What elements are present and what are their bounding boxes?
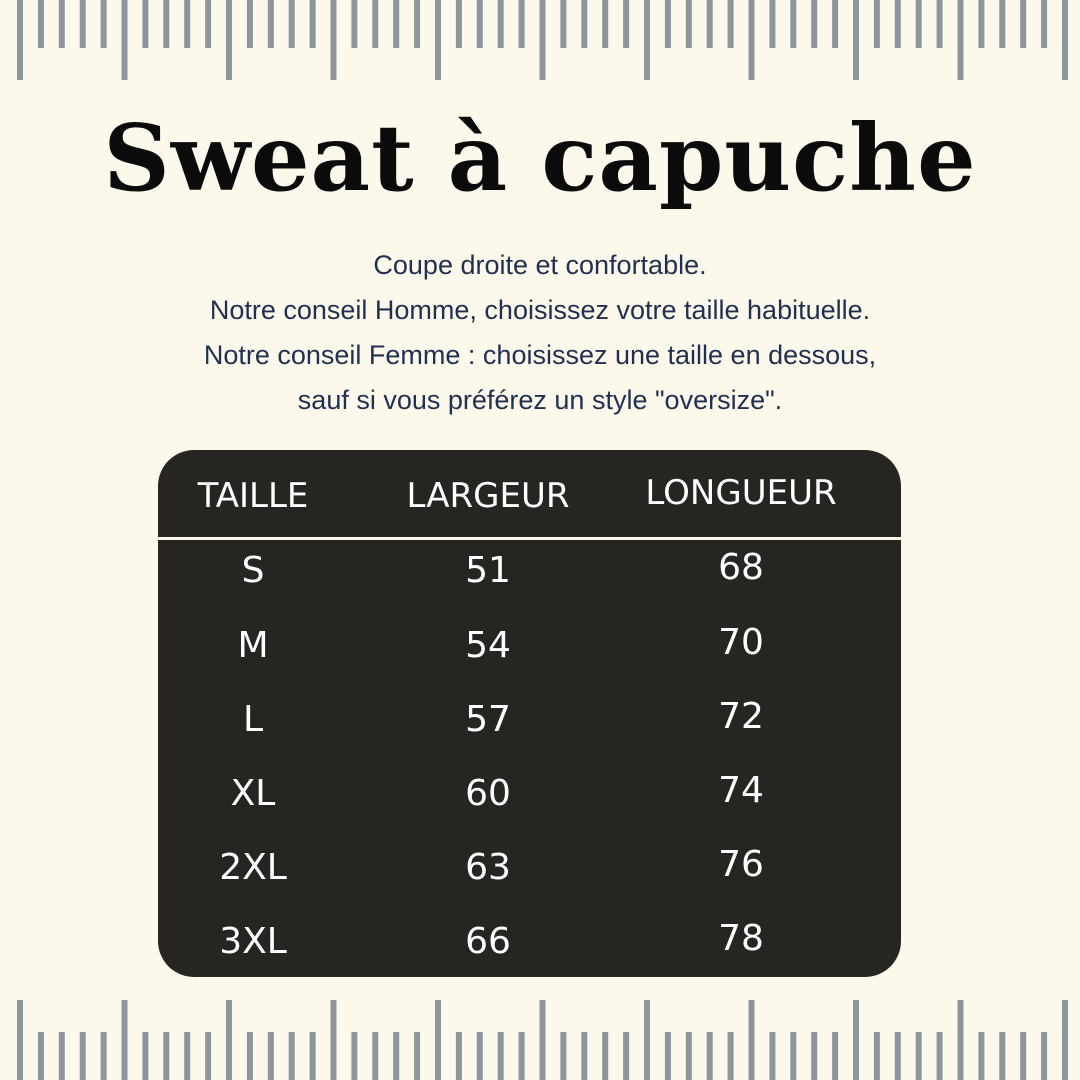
description-line: Notre conseil Homme, choisissez votre taille habituelle. [209,295,871,325]
size-cell: L [242,699,264,740]
table-row [158,846,901,920]
ruler-tick [623,1032,629,1080]
ruler-tick [289,0,295,48]
ruler-tick [895,1032,901,1080]
ruler-tick [749,0,755,80]
ruler-tick [247,1032,253,1080]
ruler-tick [101,1032,107,1080]
ruler-tick [811,0,817,48]
ruler-tick [142,0,148,48]
ruler-tick [769,0,775,48]
size-cell: 3XL [219,921,287,962]
size-cell: 2XL [219,847,287,888]
ruler-tick [38,1032,44,1080]
ruler-bottom-decoration [0,990,1080,1080]
width-cell: 54 [465,625,511,666]
ruler-tick [811,1032,817,1080]
ruler-tick [122,1000,128,1080]
ruler-tick [644,0,650,80]
header-largeur: LARGEUR [406,476,570,516]
ruler-tick [1020,1032,1026,1080]
ruler-tick [728,0,734,48]
ruler-tick [1020,0,1026,48]
ruler-tick [790,0,796,48]
ruler-tick [623,0,629,48]
table-row [158,698,901,772]
description-line: Notre conseil Femme : choisissez une taille en dessous, [203,340,877,370]
ruler-tick [665,1032,671,1080]
length-cell: 68 [718,547,764,588]
page-title: Sweat à capuche [103,104,977,212]
ruler-tick [978,1032,984,1080]
ruler-tick [540,1000,546,1080]
ruler-tick [498,1032,504,1080]
header-divider [158,537,901,540]
ruler-tick [184,0,190,48]
ruler-tick [351,0,357,48]
ruler-tick [686,0,692,48]
ruler-tick [101,0,107,48]
ruler-tick [268,1032,274,1080]
ruler-tick [393,1032,399,1080]
length-cell: 74 [718,770,764,811]
description-line: sauf si vous préférez un style "oversize". [297,385,783,415]
ruler-tick [519,1032,525,1080]
width-cell: 60 [465,773,511,814]
ruler-tick [331,1000,337,1080]
ruler-tick [560,1032,566,1080]
ruler-tick [540,0,546,80]
ruler-tick [895,0,901,48]
length-cell: 72 [718,696,764,737]
ruler-tick [958,1000,964,1080]
ruler-tick [958,0,964,80]
ruler-tick [999,0,1005,48]
ruler-tick [874,1032,880,1080]
ruler-tick [937,1032,943,1080]
ruler-tick [226,0,232,80]
description-line: Coupe droite et confortable. [373,250,707,280]
table-row [158,549,901,623]
ruler-tick [581,0,587,48]
width-cell: 66 [465,921,511,962]
size-cell: M [237,625,269,666]
ruler-tick [1062,1000,1068,1080]
ruler-tick [289,1032,295,1080]
ruler-tick [749,1000,755,1080]
ruler-tick [602,0,608,48]
ruler-tick [372,0,378,48]
ruler-tick [602,1032,608,1080]
ruler-tick [163,0,169,48]
header-longueur: LONGUEUR [645,473,837,513]
ruler-tick [874,0,880,48]
ruler-tick [769,1032,775,1080]
table-header-row [158,450,901,538]
table-row [158,624,901,698]
ruler-tick [310,1032,316,1080]
ruler-tick [247,0,253,48]
ruler-tick [435,0,441,80]
ruler-tick [205,0,211,48]
ruler-tick [59,0,65,48]
ruler-tick [142,1032,148,1080]
ruler-tick [1041,1032,1047,1080]
ruler-tick [728,1032,734,1080]
ruler-tick [916,0,922,48]
ruler-tick [122,0,128,80]
ruler-tick [456,0,462,48]
width-cell: 51 [465,550,511,591]
width-cell: 63 [465,847,511,888]
ruler-tick [1062,0,1068,80]
ruler-tick [519,0,525,48]
table-row [158,920,901,977]
ruler-tick [937,0,943,48]
ruler-tick [435,1000,441,1080]
ruler-tick [477,0,483,48]
ruler-tick [331,0,337,80]
size-cell: S [241,550,265,591]
ruler-tick [205,1032,211,1080]
ruler-tick [226,1000,232,1080]
ruler-tick [853,0,859,80]
ruler-tick [80,0,86,48]
ruler-tick [1041,0,1047,48]
ruler-tick [372,1032,378,1080]
ruler-tick [853,1000,859,1080]
fit-description [60,243,1020,423]
ruler-tick [498,0,504,48]
ruler-tick [17,0,23,80]
ruler-tick [790,1032,796,1080]
length-cell: 78 [718,918,764,959]
ruler-tick [832,0,838,48]
header-taille: TAILLE [197,476,309,516]
length-cell: 76 [718,844,764,885]
ruler-tick [393,0,399,48]
ruler-tick [560,0,566,48]
ruler-tick [17,1000,23,1080]
ruler-tick [38,0,44,48]
ruler-tick [832,1032,838,1080]
ruler-tick [686,1032,692,1080]
ruler-tick [978,0,984,48]
table-row [158,772,901,846]
ruler-tick [665,0,671,48]
size-cell: XL [230,773,276,814]
length-cell: 70 [718,622,764,663]
ruler-tick [80,1032,86,1080]
ruler-tick [477,1032,483,1080]
ruler-tick [351,1032,357,1080]
ruler-tick [456,1032,462,1080]
ruler-tick [268,0,274,48]
ruler-tick [707,1032,713,1080]
size-table [158,450,901,977]
ruler-tick [59,1032,65,1080]
ruler-tick [916,1032,922,1080]
ruler-tick [414,1032,420,1080]
width-cell: 57 [465,699,511,740]
ruler-top-decoration [0,0,1080,90]
ruler-tick [999,1032,1005,1080]
ruler-tick [707,0,713,48]
ruler-tick [581,1032,587,1080]
ruler-tick [163,1032,169,1080]
ruler-tick [644,1000,650,1080]
ruler-tick [184,1032,190,1080]
ruler-tick [310,0,316,48]
ruler-tick [414,0,420,48]
